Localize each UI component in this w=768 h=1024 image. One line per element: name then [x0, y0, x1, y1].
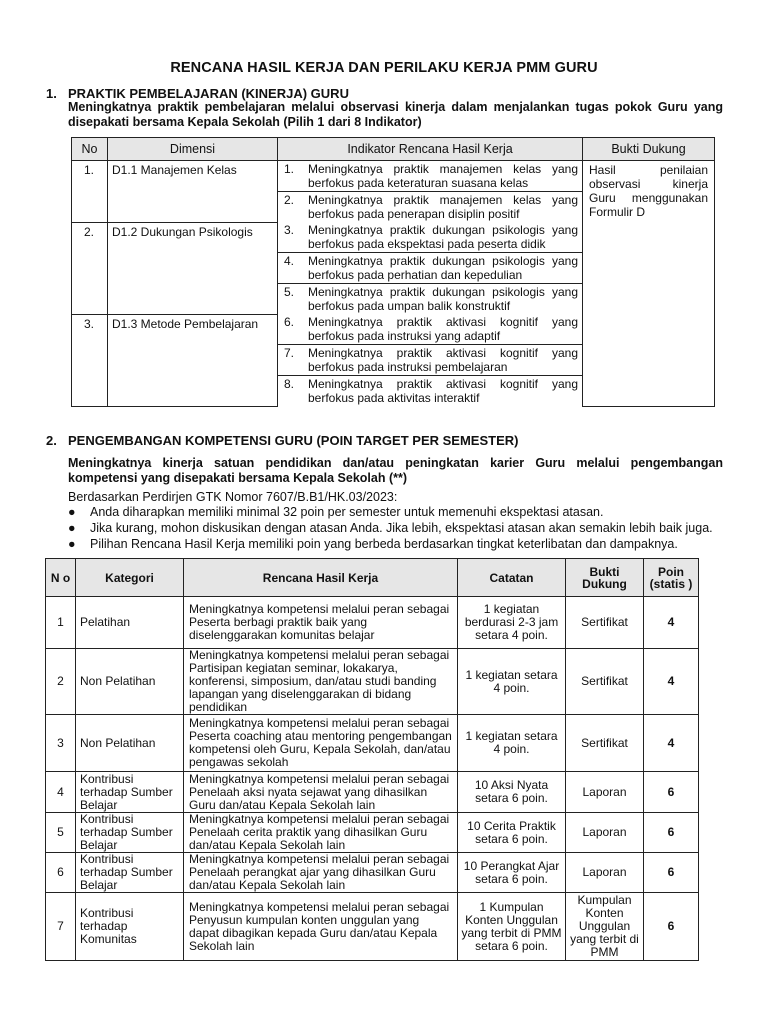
- section2-heading-text: PENGEMBANGAN KOMPETENSI GURU (POIN TARGET PER SEMESTER): [68, 433, 519, 448]
- table-row: [46, 649, 699, 715]
- row-bukti-dukung: Laporan: [566, 772, 644, 813]
- indicator-number: 3.: [284, 223, 295, 237]
- row-kategori: Pelatihan: [76, 597, 184, 649]
- header-rhk: Rencana Hasil Kerja: [184, 559, 458, 597]
- header-catatan: Catatan: [458, 559, 566, 597]
- section2-heading: [46, 433, 518, 448]
- row-no: 3: [46, 715, 76, 772]
- section2-subheading: Meningkatnya kinerja satuan pendidikan dan/atau peningkatan karier Guru melalui pengembangan kompetensi yang disepakati bersama Kepala Sekolah (**): [68, 456, 723, 485]
- row-no: 2.: [72, 222, 108, 314]
- indicator-number: 6.: [284, 315, 295, 329]
- row-dimensi: D1.3 Metode Pembelajaran: [108, 314, 278, 406]
- row-no: 1.: [72, 161, 108, 223]
- row-no: 4: [46, 772, 76, 813]
- row-catatan: 10 Perangkat Ajar setara 6 poin.: [458, 853, 566, 893]
- row-bukti-dukung: Laporan: [566, 853, 644, 893]
- indicator-item: [278, 284, 582, 314]
- row-no: 6: [46, 853, 76, 893]
- competency-table-header: [46, 559, 699, 597]
- indicator-item: [278, 161, 582, 192]
- row-bukti-dukung: Sertifikat: [566, 715, 644, 772]
- row-poin: 6: [644, 893, 699, 961]
- list-item: [68, 536, 713, 552]
- list-item: [68, 504, 713, 520]
- row-no: 2: [46, 649, 76, 715]
- header-poin: Poin (statis ): [644, 559, 699, 597]
- table-row: [46, 772, 699, 813]
- row-indicators: [278, 222, 583, 314]
- header-bukti-dukung: Bukti Dukung: [566, 559, 644, 597]
- table-row: [72, 161, 715, 223]
- row-kategori: Kontribusi terhadap Sumber Belajar: [76, 772, 184, 813]
- bullet-icon: ●: [68, 537, 76, 551]
- row-rhk: Meningkatnya kompetensi melalui peran sebagai Peserta coaching atau mentoring pengembangan kompetensi oleh Guru, Kepala Sekolah, dan/atau pengawas sekolah: [184, 715, 458, 772]
- row-bukti-dukung: Kumpulan Konten Unggulan yang terbit di PMM: [566, 893, 644, 961]
- row-catatan: 10 Aksi Nyata setara 6 poin.: [458, 772, 566, 813]
- row-rhk: Meningkatnya kompetensi melalui peran sebagai Penelaah cerita praktik yang dihasilkan Guru dan/atau Kepala Sekolah lain: [184, 813, 458, 853]
- regulation-basis: Berdasarkan Perdirjen GTK Nomor 7607/B.B1/HK.03/2023:: [68, 490, 398, 504]
- section1-heading-text: PRAKTIK PEMBELAJARAN (KINERJA) GURU: [68, 86, 349, 101]
- indicator-text: Meningkatnya praktik dukungan psikologis yang berfokus pada perhatian dan kepedulian: [308, 254, 578, 282]
- row-indicators: [278, 314, 583, 406]
- indicator-text: Meningkatnya praktik dukungan psikologis yang berfokus pada ekspektasi pada peserta didik: [308, 223, 578, 251]
- row-poin: 6: [644, 772, 699, 813]
- document-title: RENCANA HASIL KERJA DAN PERILAKU KERJA PMM GURU: [170, 60, 598, 76]
- indicator-number: 5.: [284, 285, 295, 299]
- row-catatan: 1 kegiatan setara 4 poin.: [458, 649, 566, 715]
- indicator-item: [278, 314, 582, 345]
- row-no: 1: [46, 597, 76, 649]
- row-catatan: 1 Kumpulan Konten Unggulan yang terbit di PMM setara 6 poin.: [458, 893, 566, 961]
- bukti-dukung-text: Hasil penilaian observasi kinerja Guru menggunakan Formulir D: [589, 163, 708, 219]
- indicator-number: 4.: [284, 254, 295, 268]
- bukti-dukung-cell: [583, 161, 715, 407]
- row-kategori: Kontribusi terhadap Sumber Belajar: [76, 853, 184, 893]
- row-poin: 4: [644, 597, 699, 649]
- indicator-number: 8.: [284, 377, 295, 391]
- bullet-list: [68, 504, 713, 552]
- table-row: [46, 853, 699, 893]
- indicator-text: Meningkatnya praktik aktivasi kognitif yang berfokus pada aktivitas interaktif: [308, 377, 578, 405]
- row-dimensi: D1.1 Manajemen Kelas: [108, 161, 278, 223]
- row-poin: 6: [644, 813, 699, 853]
- section1-subheading: Meningkatnya praktik pembelajaran melalui observasi kinerja dalam menjalankan tugas pokok Guru yang disepakati bersama Kepala Sekolah (Pilih 1 dari 8 Indikator): [68, 100, 723, 129]
- bullet-text: Jika kurang, mohon diskusikan dengan atasan Anda. Jika lebih, ekspektasi atasan akan semakin lebih baik juga.: [90, 521, 713, 535]
- indicator-number: 7.: [284, 346, 295, 360]
- indicator-table-header: [72, 138, 715, 161]
- row-bukti-dukung: Sertifikat: [566, 597, 644, 649]
- row-catatan: 10 Cerita Praktik setara 6 poin.: [458, 813, 566, 853]
- bullet-icon: ●: [68, 505, 76, 519]
- indicator-text: Meningkatnya praktik manajemen kelas yang berfokus pada penerapan disiplin positif: [308, 193, 578, 221]
- indicator-item: [278, 345, 582, 376]
- row-rhk: Meningkatnya kompetensi melalui peran sebagai Penelaah perangkat ajar yang dihasilkan Guru dan/atau Kepala Sekolah lain: [184, 853, 458, 893]
- row-kategori: Non Pelatihan: [76, 649, 184, 715]
- indicator-item: [278, 376, 582, 406]
- section2-number: 2.: [46, 433, 57, 448]
- indicator-text: Meningkatnya praktik aktivasi kognitif yang berfokus pada instruksi pembelajaran: [308, 346, 578, 374]
- indicator-number: 2.: [284, 193, 295, 207]
- header-indikator: Indikator Rencana Hasil Kerja: [278, 138, 583, 161]
- row-kategori: Kontribusi terhadap Sumber Belajar: [76, 813, 184, 853]
- competency-table: [45, 558, 699, 961]
- row-catatan: 1 kegiatan berdurasi 2-3 jam setara 4 poin.: [458, 597, 566, 649]
- indicator-item: [278, 222, 582, 253]
- indicator-number: 1.: [284, 162, 295, 176]
- bullet-text: Pilihan Rencana Hasil Kerja memiliki poin yang berbeda berdasarkan tingkat keterlibatan dan dampaknya.: [90, 537, 678, 551]
- bullet-icon: ●: [68, 521, 76, 535]
- indicator-text: Meningkatnya praktik dukungan psikologis yang berfokus pada umpan balik konstruktif: [308, 285, 578, 313]
- section1-heading: [46, 86, 349, 101]
- header-bukti-dukung: Bukti Dukung: [583, 138, 715, 161]
- row-bukti-dukung: Sertifikat: [566, 649, 644, 715]
- row-rhk: Meningkatnya kompetensi melalui peran sebagai Peserta berbagi praktik baik yang diselenggarakan komunitas belajar: [184, 597, 458, 649]
- row-bukti-dukung: Laporan: [566, 813, 644, 853]
- header-kategori: Kategori: [76, 559, 184, 597]
- row-rhk: Meningkatnya kompetensi melalui peran sebagai Penelaah aksi nyata sejawat yang dihasilkan Guru dan/atau Kepala Sekolah lain: [184, 772, 458, 813]
- indicator-text: Meningkatnya praktik aktivasi kognitif yang berfokus pada instruksi yang adaptif: [308, 315, 578, 343]
- header-dimensi: Dimensi: [108, 138, 278, 161]
- row-poin: 4: [644, 649, 699, 715]
- row-no: 3.: [72, 314, 108, 406]
- row-kategori: Kontribusi terhadap Komunitas: [76, 893, 184, 961]
- indicator-text: Meningkatnya praktik manajemen kelas yang berfokus pada keteraturan suasana kelas: [308, 162, 578, 190]
- section1-number: 1.: [46, 86, 57, 101]
- row-indicators: [278, 161, 583, 223]
- list-item: [68, 520, 713, 536]
- row-rhk: Meningkatnya kompetensi melalui peran sebagai Penyusun kumpulan konten unggulan yang dapat dibagikan kepada Guru dan/atau Kepala Sekolah lain: [184, 893, 458, 961]
- row-rhk: Meningkatnya kompetensi melalui peran sebagai Partisipan kegiatan seminar, lokakarya, konferensi, simposium, dan/atau studi banding lapangan yang diselenggarakan di bidang pendidikan: [184, 649, 458, 715]
- indicator-item: [278, 192, 582, 222]
- indicator-table: [71, 137, 715, 407]
- row-kategori: Non Pelatihan: [76, 715, 184, 772]
- table-row: [46, 597, 699, 649]
- table-row: [46, 813, 699, 853]
- indicator-item: [278, 253, 582, 284]
- table-row: [46, 893, 699, 961]
- row-poin: 6: [644, 853, 699, 893]
- row-catatan: 1 kegiatan setara 4 poin.: [458, 715, 566, 772]
- row-no: 7: [46, 893, 76, 961]
- row-poin: 4: [644, 715, 699, 772]
- bullet-text: Anda diharapkan memiliki minimal 32 poin per semester untuk memenuhi ekspektasi atasan.: [90, 505, 604, 519]
- row-no: 5: [46, 813, 76, 853]
- table-row: [46, 715, 699, 772]
- header-no: No: [72, 138, 108, 161]
- row-dimensi: D1.2 Dukungan Psikologis: [108, 222, 278, 314]
- header-no: N o: [46, 559, 76, 597]
